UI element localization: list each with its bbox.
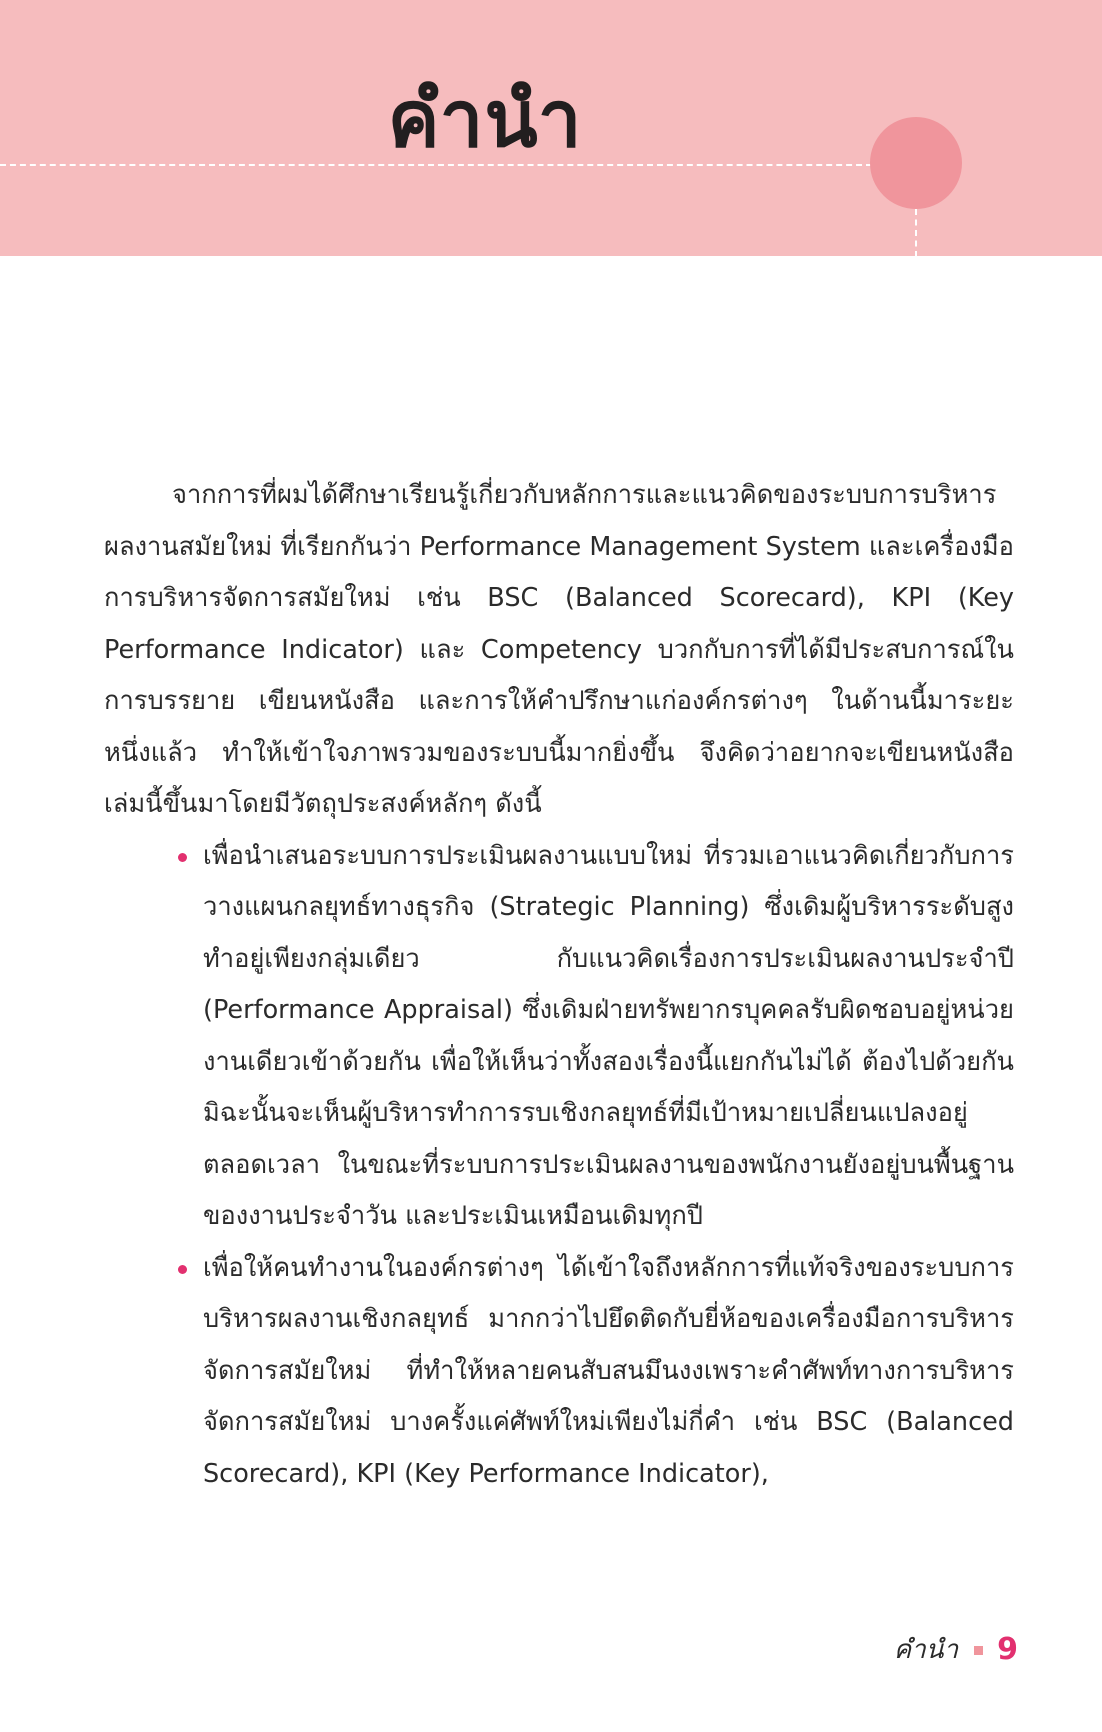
bullet-dot-icon xyxy=(178,853,187,862)
list-item xyxy=(104,1243,1014,1501)
page-title: คำนำ xyxy=(387,75,583,165)
intro-paragraph: จากการที่ผมได้ศึกษาเรียนรู้เกี่ยวกับหลักการและแนวคิดของระบบการบริหารผลงานสมัยใหม่ ที่เรียกกันว่า Performance Management System และเครื่องมือการบริหารจัดการสมัยใหม่ เช่น BSC (Balanced Scorecard), KPI (Key Performance Indicator) และ Competency บวกกับการที่ได้มีประสบการณ์ในการบรรยาย เขียนหนังสือ และการให้คำปรึกษาแก่องค์กรต่างๆ ในด้านนี้มาระยะหนึ่งแล้ว ทำให้เข้าใจภาพรวมของระบบนี้มากยิ่งขึ้น จึงคิดว่าอยากจะเขียนหนังสือเล่มนี้ขึ้นมาโดยมีวัตถุประสงค์หลักๆ ดังนี้ xyxy=(104,480,1014,819)
dashed-divider xyxy=(0,164,872,166)
page-number: 9 xyxy=(997,1632,1018,1667)
list-item-text: เพื่อให้คนทำงานในองค์กรต่างๆ ได้เข้าใจถึงหลักการที่แท้จริงของระบบการบริหารผลงานเชิงกลยุทธ์ มากกว่าไปยึดติดกับยี่ห้อของเครื่องมือการบริหารจัดการสมัยใหม่ ที่ทำให้หลายคนสับสนมึนงงเพราะคำศัพท์ทางการบริหารจัดการสมัยใหม่ บางครั้งแค่ศัพท์ใหม่เพียงไม่กี่คำ เช่น BSC (Balanced Scorecard), KPI (Key Performance Indicator), xyxy=(203,1252,1014,1489)
list-item xyxy=(104,831,1014,1243)
body-text xyxy=(104,470,1014,1500)
decorative-circle xyxy=(870,117,962,209)
list-item-text: เพื่อนำเสนอระบบการประเมินผลงานแบบใหม่ ที่รวมเอาแนวคิดเกี่ยวกับการวางแผนกลยุทธ์ทางธุรกิจ (Strategic Planning) ซึ่งเดิมผู้บริหารระดับสูงทำอยู่เพียงกลุ่มเดียว กับแนวคิดเรื่องการประเมินผลงานประจำปี (Performance Appraisal) ซึ่งเดิมฝ่ายทรัพยากรบุคคลรับผิดชอบอยู่หน่วยงานเดียวเข้าด้วยกัน เพื่อให้เห็นว่าทั้งสองเรื่องนี้แยกกันไม่ได้ ต้องไปด้วยกัน มิฉะนั้นจะเห็นผู้บริหารทำการรบเชิงกลยุทธ์ที่มีเป้าหมายเปลี่ยนแปลงอยู่ตลอดเวลา ในขณะที่ระบบการประเมินผลงานของพนักงานยังอยู่บนพื้นฐานของงานประจำวัน และประเมินเหมือนเดิมทุกปี xyxy=(203,840,1014,1231)
footer-section-label: คำนำ xyxy=(893,1635,959,1665)
dashed-vertical-line xyxy=(915,209,917,257)
header-band xyxy=(0,0,1102,256)
square-bullet-icon xyxy=(974,1646,983,1655)
page-footer xyxy=(894,1630,1018,1670)
bullet-dot-icon xyxy=(178,1265,187,1274)
objectives-list xyxy=(104,831,1014,1501)
